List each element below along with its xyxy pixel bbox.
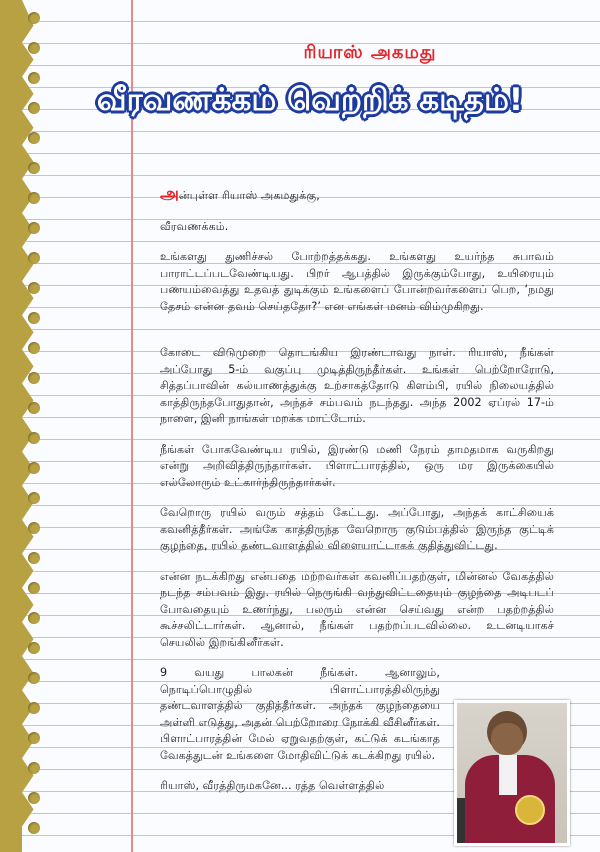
paragraph: உங்களது துணிச்சல் போற்றத்தக்கது. உங்களது உயர்ந்த சுபாவம் பாராட்டப்படவேண்டியது. பிறர் ஆபத்தில் இருக்கும்போது, உயிரையும் பணயம்வைத்து உதவத் துடிக்கும் உங்களைப் போன்றவர்களைப் பெற, ‘நமது தேசம் என்ன தவம் செய்ததோ?’ என எங்கள் மனம் விம்முகிறது. (160, 250, 554, 313)
author-name: ரியாஸ் அகமது (303, 42, 437, 63)
paragraph: ரியாஸ், வீரத்திருமகனே... ரத்த வெள்ளத்தில் (160, 779, 385, 792)
paragraph: கோடை விடுமுறை தொடங்கிய இரண்டாவது நாள். ரியாஸ், நீங்கள் அப்போது 5-ம் வகுப்பு முடித்திருந்தீர்கள். உங்கள் பெற்றோரோடு, சித்தப்பாவின் கல்யாணத்துக்கு உற்சாகத்தோடு கிளம்பி, ரயில் நிலையத்தில் காத்திருந்தபோதுதான், அந்தச் சம்பவம் நடந்தது. அந்த 2002 ஏப்ரல் 17-ம் நாளை, இனி நாங்கள் மறக்க மாட்டோம். (160, 346, 554, 425)
binding-holes (28, 12, 46, 852)
greeting-text: ன்புள்ள ரியாஸ் அகமதுக்கு, (178, 189, 320, 202)
paragraph: என்ன நடக்கிறது என்பதை மற்றவர்கள் கவனிப்பதற்குள், மின்னல் வேகத்தில் நடந்த சம்பவம் இது. ரயில் நெருங்கி வந்துவிட்டதையும் குழந்தை அடிபடப் போவதையும் உணர்ந்து, பலரும் என்ன செய்வது என்ற பதற்றத்தில் கூச்சலிட்டார்கள். ஆனால், நீங்கள் பதற்றப்படவில்லை. உடனடியாகச் செயலில் இறங்கினீர்கள். (160, 569, 554, 649)
margin-line (131, 0, 133, 852)
boy-photo (454, 700, 570, 846)
drop-cap: அ (160, 184, 179, 204)
paragraph: 9 வயது பாலகன் நீங்கள். ஆனாலும், நொடிப்பொழுதில் பிளாட்பாரத்திலிருந்து தண்டவாளத்தில் குதித்தீர்கள். அந்தக் குழந்தையை அள்ளி எடுத்து, அதன் பெற்றோரை நோக்கி வீசினீர்கள். பிளாட்பாரத்தின் மேல் ஏறுவதற்குள், கட்டுக் கடங்காத வேகத்துடன் உங்களை மோதிவிட்டுக் கடக்கிறது ரயில். (160, 666, 440, 762)
page-title: வீரவணக்கம் வெற்றிக் கடிதம்! (96, 82, 524, 118)
paragraph: வேறொரு ரயில் வரும் சத்தம் கேட்டது. அப்போது, அந்தக் காட்சியைக் கவனித்தீர்கள். அங்கே காத்திருந்த வேறொரு குடும்பத்தில் இருந்த குட்டிக் குழந்தை, ரயில் தண்டவாளத்தில் விளையாட்டாகக் குதித்துவிட்டது. (160, 506, 554, 552)
greeting (160, 186, 554, 205)
paragraph: நீங்கள் போகவேண்டிய ரயில், இரண்டு மணி நேரம் தாமதமாக வருகிறது என்று அறிவித்திருந்தார்கள். பிளாட்பாரத்தில், ஒரு மர இருக்கையில் எல்லோரும் உட்கார்ந்திருந்தார்கள். (160, 442, 554, 489)
salutation: வீரவணக்கம். (160, 219, 229, 233)
